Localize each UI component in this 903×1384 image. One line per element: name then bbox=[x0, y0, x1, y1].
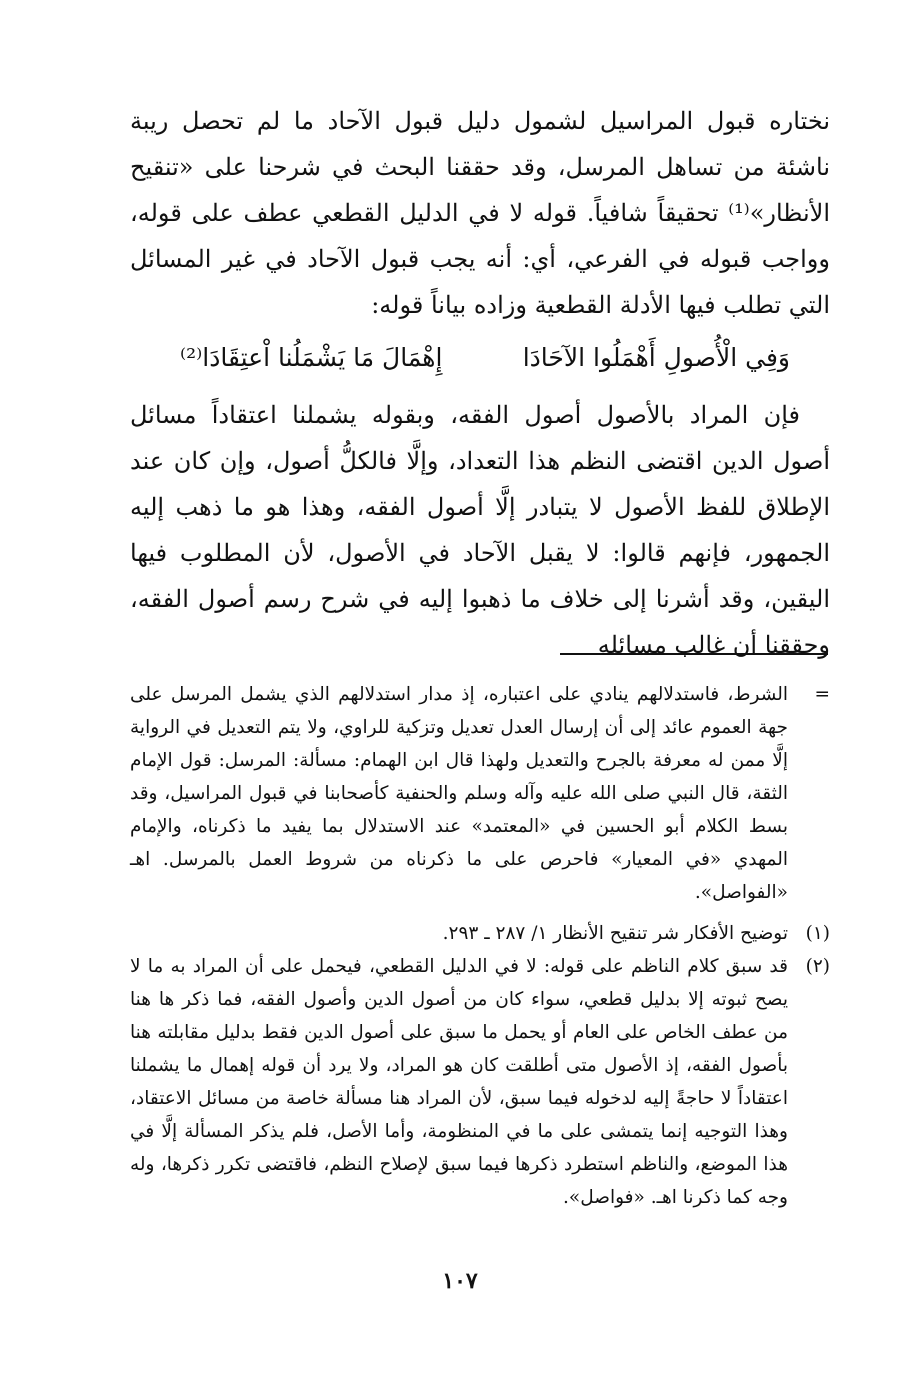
footnotes-section bbox=[130, 678, 830, 1214]
footnote-continuation-mark: = bbox=[814, 684, 830, 705]
verse-hemistich-first: وَفِي الْأُصولِ أَهْمَلُوا الآحَادَا bbox=[522, 343, 790, 372]
poem-verse bbox=[180, 332, 790, 384]
verse-hemistich-second: إِهْمَالَ مَا يَشْمَلُنا اْعتِقَادَا⁽²⁾ bbox=[180, 343, 443, 372]
main-text bbox=[130, 98, 830, 668]
footnote-divider bbox=[560, 653, 828, 655]
page-number: ١٠٧ bbox=[442, 1268, 478, 1294]
footnote-1-mark: (١) bbox=[805, 923, 830, 944]
footnote-1 bbox=[130, 917, 830, 950]
footnote-2-text: قد سبق كلام الناظم على قوله: لا في الدليل القطعي، فيحمل على أن المراد به ما لا يصح ثبوته إلا بدليل قطعي، سواء كان من أصول الدين وأصول الفقه، فما ذكر ها هنا من عطف الخاص على العام أو يحمل ما سبق على أصول الدين فقط بدليل مقابلته هنا بأصول الفقه، إذ الأصول متى أطلقت كان هو المراد، ولا يرد أن قوله إهمال ما يشملنا اعتقاداً لا حاجةً إليه لدخوله فيما سبق، لأن المراد هنا مسألة خاصة من مسائل الاعتقاد، وهذا التوجيه إنما يتمشى على ما في المنظومة، وأما الأصل، فلم يذكر المسألة إلَّا في هذا الموضع، والناظم استطرد ذكرها فيما سبق لإصلاح النظم، فاقتضى تكرر ذكرها، وله وجه كما ذكرنا اهـ. «فواصل». bbox=[130, 956, 788, 1208]
footnote-2 bbox=[130, 950, 830, 1214]
footnote-2-mark: (٢) bbox=[805, 956, 830, 977]
main-paragraph-2: فإن المراد بالأصول أصول الفقه، وبقوله يشملنا اعتقاداً مسائل أصول الدين اقتضى النظم هذا التعداد، وإلَّا فالكلُّ أصول، وإن كان عند الإطلاق للفظ الأصول لا يتبادر إلَّا أصول الفقه، وهذا هو ما ذهب إليه الجمهور، فإنهم قالوا: لا يقبل الآحاد في الأصول، لأن المطلوب فيها اليقين، وقد أشرنا إلى خلاف ما ذهبوا إليه في شرح رسم أصول الفقه، وحققنا أن غالب مسائله bbox=[130, 401, 830, 659]
footnote-1-text: توضيح الأفكار شر تنقيح الأنظار ١/ ٢٨٧ ـ ٢٩٣. bbox=[442, 923, 788, 944]
footnote-continuation-text: الشرط، فاستدلالهم ينادي على اعتباره، إذ مدار استدلالهم الذي يشمل المرسل على جهة العموم عائد إلى أن إرسال العدل تعديل وتزكية للراوي، ولا يتم التعديل في الرواية إلَّا ممن له معرفة بالجرح والتعديل ولهذا قال ابن الهمام: مسألة: المرسل: قول الإمام الثقة، قال النبي صلى الله عليه وآله وسلم والحنفية كأصحابنا في قبول المراسيل، وقد بسط الكلام أبو الحسين في «المعتمد» عند الاستدلال بما يفيد ما ذكرناه، والإمام المهدي «في المعيار» فاحرص على ما ذكرناه من شروط العمل بالمرسل. اهـ «الفواصل». bbox=[130, 684, 788, 903]
footnote-continuation bbox=[130, 678, 830, 909]
main-paragraph-1: نختاره قبول المراسيل لشمول دليل قبول الآحاد ما لم تحصل ريبة ناشئة من تساهل المرسل، وقد حققنا البحث في شرحنا على «تنقيح الأنظار»⁽¹⁾ تحقيقاً شافياً. قوله لا في الدليل القطعي عطف على قوله، وواجب قبوله في الفرعي، أي: أنه يجب قبول الآحاد في غير المسائل التي تطلب فيها الأدلة القطعية وزاده بياناً قوله: bbox=[130, 107, 830, 319]
